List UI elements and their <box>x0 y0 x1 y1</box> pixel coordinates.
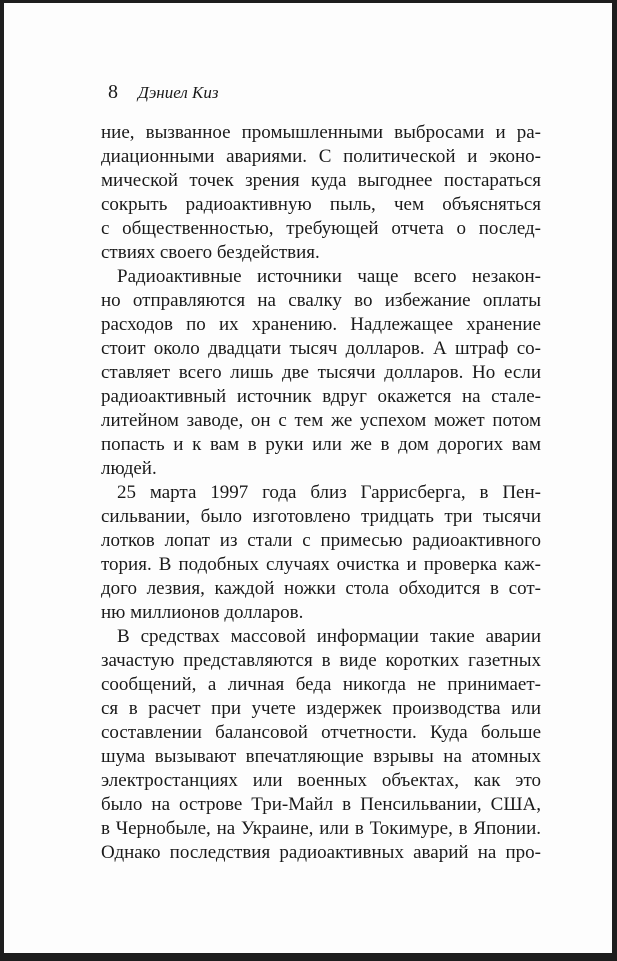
text-line: В средствах массовой информации такие аварии <box>117 626 541 647</box>
text-line: было на острове Три-Майл в Пенсильвании, США, <box>101 794 541 815</box>
text-line: зачастую представляются в виде коротких газетных <box>101 650 541 671</box>
text-line: 25 марта 1997 года близ Гаррисберга, в Пен- <box>117 482 541 503</box>
text-line: радиоактивный источник вдруг окажется на стале- <box>101 386 541 407</box>
text-line: ствиях своего бездействия. <box>101 242 320 263</box>
text-line: стоит около двадцати тысяч долларов. А штраф со- <box>101 338 541 359</box>
text-line: ние, вызванное промышленными выбросами и ра- <box>101 122 541 143</box>
text-line: мической точек зрения куда выгоднее постараться <box>101 170 541 191</box>
text-line: людей. <box>101 458 157 479</box>
text-block <box>101 121 541 865</box>
text-line: электростанциях или военных объектах, как это <box>101 770 541 791</box>
text-line: диационными авариями. С политической и эконо- <box>101 146 541 167</box>
text-line: сообщений, а личная беда никогда не принимает- <box>101 674 541 695</box>
text-line: лотков лопат из стали с примесью радиоактивного <box>101 530 541 551</box>
text-line: ся в расчет при учете издержек производства или <box>101 698 541 719</box>
text-line: тория. В подобных случаях очистка и проверка каж- <box>101 554 541 575</box>
text-line: ню миллионов долларов. <box>101 602 304 623</box>
text-line: в Чернобыле, на Украине, или в Токимуре, в Японии. <box>101 818 541 839</box>
text-line: дого лезвия, каждой ножки стола обходится в сот- <box>101 578 541 599</box>
book-page <box>4 3 612 953</box>
text-line: Однако последствия радиоактивных аварий на про- <box>101 842 541 863</box>
text-line: Радиоактивные источники чаще всего незакон- <box>117 266 541 287</box>
text-line: сокрыть радиоактивную пыль, чем объясняться <box>101 194 541 215</box>
text-line: расходов по их хранению. Надлежащее хранение <box>101 314 541 335</box>
text-line: составлении балансовой отчетности. Куда больше <box>101 722 541 743</box>
text-line: ставляет всего лишь две тысячи долларов. Но если <box>101 362 541 383</box>
text-line: литейном заводе, он с тем же успехом может потом <box>101 410 541 431</box>
text-line: но отправляются на свалку во избежание оплаты <box>101 290 541 311</box>
text-line: попасть и к вам в руки или же в дом дорогих вам <box>101 434 541 455</box>
page-number: 8 <box>108 81 118 103</box>
text-line: шума вызывают впечатляющие взрывы на атомных <box>101 746 541 767</box>
running-header-author: Дэниел Киз <box>138 83 219 102</box>
running-header <box>108 80 218 105</box>
text-line: с общественностью, требующей отчета о послед- <box>101 218 541 239</box>
text-line: сильвании, было изготовлено тридцать три тысячи <box>101 506 541 527</box>
